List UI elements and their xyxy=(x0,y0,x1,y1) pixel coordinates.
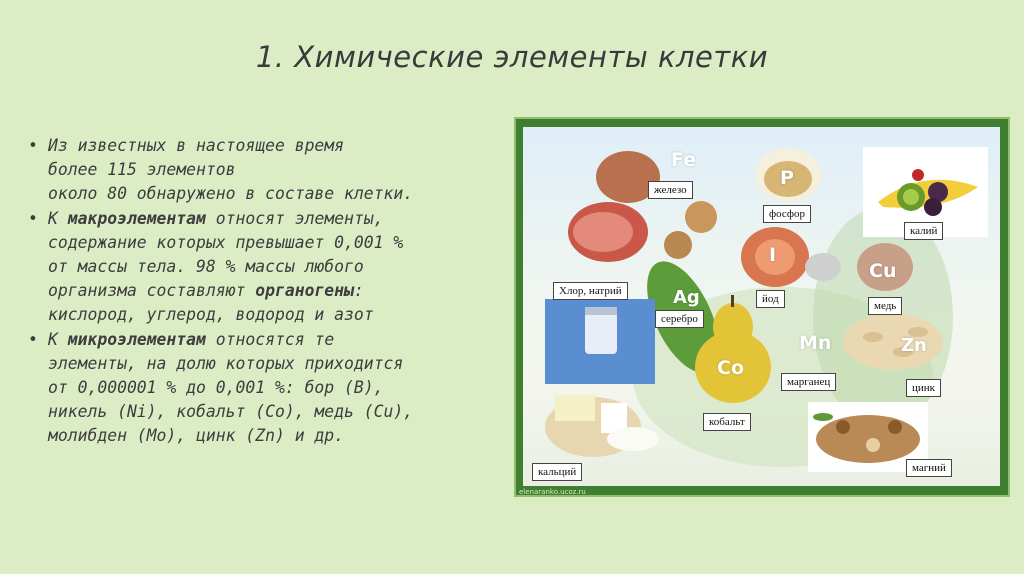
bullet-item xyxy=(28,207,508,328)
bullet-item xyxy=(28,328,508,449)
bullet-line xyxy=(48,231,508,255)
text-segment: относят элементы, xyxy=(205,208,384,228)
bullet-line xyxy=(48,328,508,352)
text-segment: от 0,000001 % до 0,001 %: бор (В), xyxy=(48,378,384,398)
seeds-image xyxy=(843,314,943,370)
text-segment: около 80 обнаружено в составе клетки. xyxy=(48,184,414,204)
symbol-zn: Zn xyxy=(901,335,927,356)
label-manganese: марганец xyxy=(781,373,836,391)
label-copper: медь xyxy=(868,297,902,315)
food-elements-illustration xyxy=(523,127,1000,486)
bullet-line xyxy=(48,255,508,279)
text-segment: организма составляют xyxy=(48,281,256,301)
label-iron: железо xyxy=(648,181,693,199)
label-iodine: йод xyxy=(756,290,785,308)
label-chlorine-sodium: Хлор, натрий xyxy=(553,282,628,300)
bullet-line xyxy=(48,134,508,158)
text-segment: элементы, на долю которых приходится xyxy=(48,353,404,373)
bullet-dot: • xyxy=(28,136,38,155)
fish-image xyxy=(741,227,841,287)
label-phosphorus: фосфор xyxy=(763,205,811,223)
salt-shaker-image xyxy=(545,299,655,384)
bullet-item xyxy=(28,134,508,207)
text-segment: К xyxy=(48,329,68,349)
symbol-mn: Mn xyxy=(799,332,832,354)
symbol-ag: Ag xyxy=(673,287,700,308)
bullet-line xyxy=(48,424,508,448)
image-credit: elenaranko.ucoz.ru xyxy=(519,488,586,496)
text-segment: более 115 элементов xyxy=(48,160,236,180)
text-segment: содержание которых превышает 0,001 % xyxy=(48,232,404,252)
bullet-line xyxy=(48,158,508,182)
text-segment: кислород, углерод, водород и азот xyxy=(48,305,374,325)
slide-title: 1. Химические элементы клетки xyxy=(255,40,769,74)
bold-term: микроэлементам xyxy=(67,329,206,349)
symbol-cu: Cu xyxy=(869,260,897,282)
bullet-dot: • xyxy=(28,208,38,228)
text-segment: молибден (Мо), цинк (Zn) и др. xyxy=(48,426,345,446)
text-segment: К xyxy=(48,208,68,228)
bullet-line xyxy=(48,352,508,376)
bullet-line xyxy=(48,376,508,400)
bullet-line xyxy=(48,182,508,206)
text-segment: от массы тела. 98 % массы любого xyxy=(48,257,364,277)
bullet-dot: • xyxy=(28,329,38,349)
bold-term: макроэлементам xyxy=(67,208,206,228)
label-magnesium: магний xyxy=(906,459,952,477)
bullet-line xyxy=(48,303,508,327)
text-segment: никель (Ni), кобальт (Со), медь (Cu), xyxy=(48,402,414,422)
text-segment: Из известных в настоящее время xyxy=(48,136,345,155)
symbol-p: P xyxy=(780,167,794,189)
text-segment: : xyxy=(353,281,364,301)
label-calcium: кальций xyxy=(532,463,582,481)
label-silver: серебро xyxy=(655,310,704,328)
bold-term: органогены xyxy=(255,281,354,301)
label-cobalt: кобальт xyxy=(703,413,751,431)
text-segment: относятся те xyxy=(205,329,335,349)
symbol-i: I xyxy=(769,244,777,266)
symbol-fe: Fe xyxy=(671,149,697,171)
label-zinc: цинк xyxy=(906,379,941,397)
bullet-line xyxy=(48,279,508,303)
bullet-list xyxy=(28,134,508,449)
bullet-line xyxy=(48,400,508,424)
bullet-line xyxy=(48,207,508,231)
symbol-co: Co xyxy=(717,357,744,379)
label-potassium: калий xyxy=(904,222,943,240)
